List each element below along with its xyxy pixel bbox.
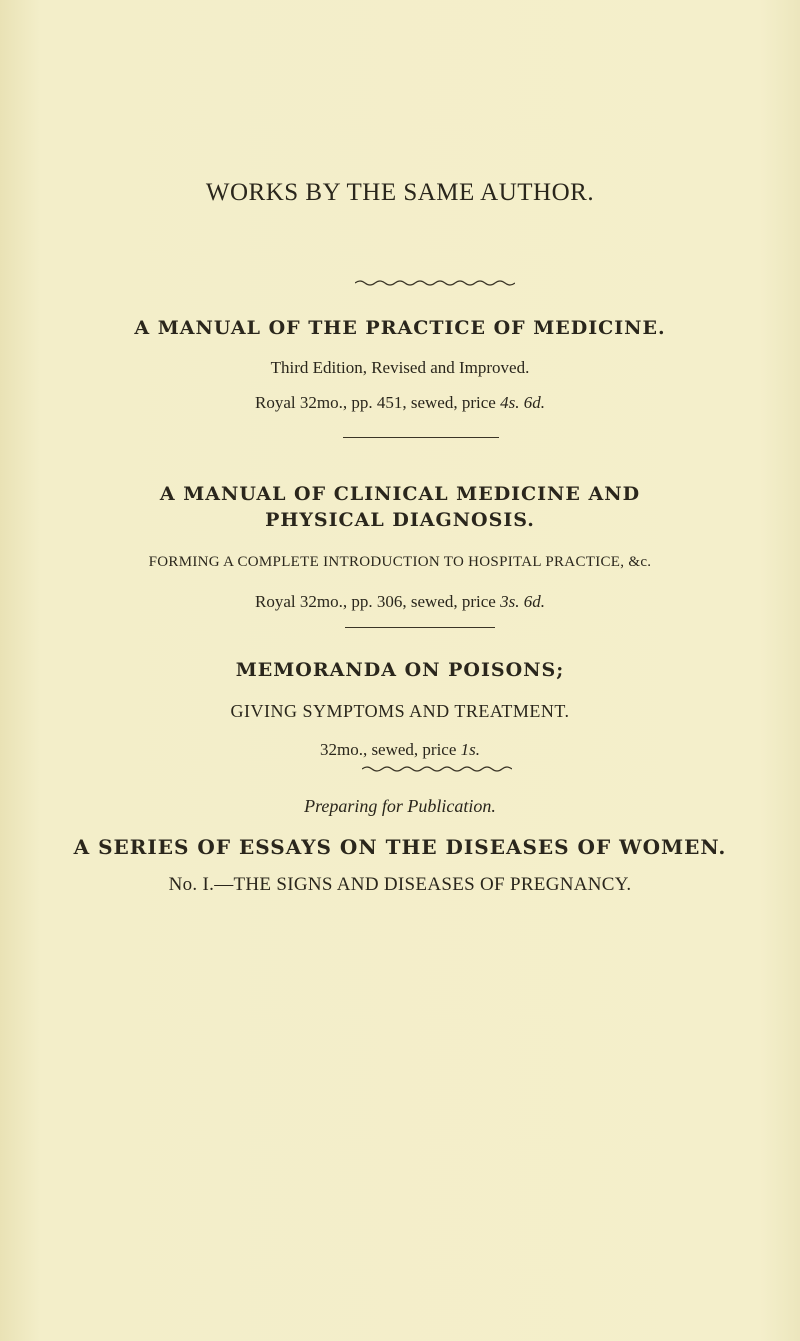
work-1-details: Royal 32mo., pp. 451, sewed, price 4s. 6d. — [255, 393, 545, 412]
work-2-details: Royal 32mo., pp. 306, sewed, price 3s. 6d. — [255, 592, 545, 611]
work-3-details: 32mo., sewed, price 1s. — [319, 740, 481, 759]
work-3-subtitle: GIVING SYMPTOMS AND TREATMENT. — [230, 701, 570, 721]
wavy-ornament-bottom — [362, 765, 512, 773]
work-2-subtitle: FORMING A COMPLETE INTRODUCTION TO HOSPITAL PRACTICE, &c. — [148, 554, 652, 570]
divider-rule — [343, 437, 499, 438]
series-title: A SERIES OF ESSAYS ON THE DISEASES OF WOMEN. — [73, 835, 727, 859]
work-2-title-line-1: A MANUAL OF CLINICAL MEDICINE AND — [159, 483, 641, 505]
wavy-ornament-top — [355, 279, 515, 287]
divider-rule — [345, 627, 495, 628]
work-1-title: A MANUAL OF THE PRACTICE OF MEDICINE. — [134, 317, 666, 339]
work-2-title-line-2: PHYSICAL DIAGNOSIS. — [265, 509, 535, 531]
series-volume-1: No. I.—THE SIGNS AND DISEASES OF PREGNANCY. — [168, 874, 632, 895]
page-heading: WORKS BY THE SAME AUTHOR. — [205, 179, 595, 206]
work-3-title: MEMORANDA ON POISONS; — [235, 659, 565, 681]
preparing-note: Preparing for Publication. — [304, 796, 496, 816]
work-1-edition: Third Edition, Revised and Improved. — [270, 358, 530, 377]
